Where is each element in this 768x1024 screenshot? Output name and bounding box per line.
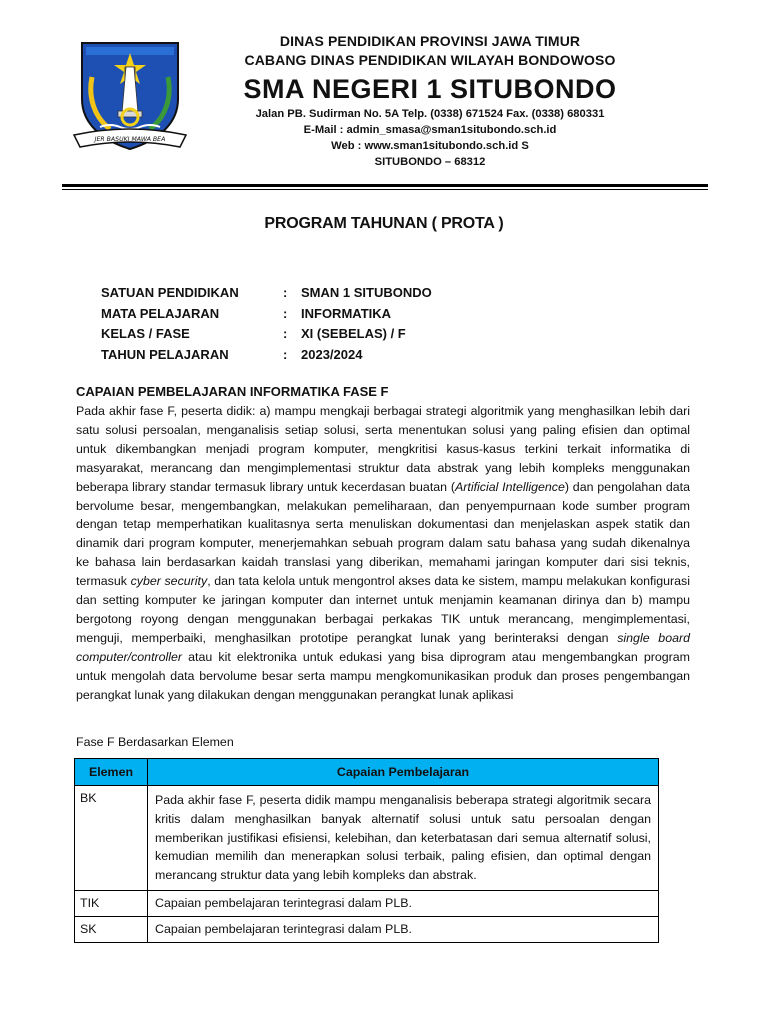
table-header-row (75, 759, 659, 786)
learning-outcome-paragraph (76, 402, 690, 705)
identity-label: KELAS / FASE (101, 326, 190, 341)
identity-label: MATA PELAJARAN (101, 305, 220, 321)
identity-label: SATUAN PENDIDIKAN (101, 285, 239, 300)
paragraph-text: atau kit elektronika untuk edukasi yang bisa diprogram atau mengembangkan program untuk mengolah data bervolume besar serta mampu mengkomunikasikan produk dan proses pengembangan perangkat lunak yang dilakukan dengan menggunakan perangkat lunak aplikasi (76, 649, 690, 702)
table-row (75, 786, 659, 891)
paragraph-italic-term: single board computer/controller (76, 630, 690, 664)
paragraph-text: , dan tata kelola untuk mengontrol akses data ke sistem, mampu melakukan konfigurasi dan setting komputer ke jaringan komputer dan internet untuk menjamin keamanan dirinya dan b) mampu bergotong royong dengan menggunakan berbagai perkakas TIK untuk merancang, mengimplementasi, menguji, memperbaiki, menghasilkan prototipe perangkat lunak yang berinteraksi dengan (76, 574, 690, 645)
identity-row (101, 283, 432, 304)
learning-outcomes-table (74, 758, 659, 943)
school-city: SITUBONDO – 68312 (374, 156, 486, 168)
identity-value: 2023/2024 (301, 346, 363, 362)
identity-colon: : (283, 346, 288, 362)
identity-label: TAHUN PELAJARAN (101, 346, 229, 362)
column-header-element: Elemen (75, 759, 148, 786)
identity-colon: : (283, 326, 288, 341)
east-java-coat-of-arms-icon (70, 37, 190, 155)
identity-block (101, 283, 432, 365)
table-row (75, 916, 659, 942)
branch-agency-name: CABANG DINAS PENDIDIKAN WILAYAH BONDOWOSO (244, 52, 616, 68)
paragraph-text: ) dan pengolahan data bervolume besar, mengembangkan, melakukan pemeliharaan, dan penyempurnaan kode sumber program dengan tetap memperhatikan kualitasnya serta menuliskan dokumentasi dan menjelaskan aspek statik dan dinamik dari program komputer, menerjemahkan sebuah program dalam satu bahasa yang sudah dikenalnya ke bahasa lain berdasarkan kaidah translasi yang diberikan, memahami jaringan komputer dari sisi teknis, termasuk (76, 479, 690, 589)
identity-value: SMAN 1 SITUBONDO (301, 285, 432, 300)
school-address: Jalan PB. Sudirman No. 5A Telp. (0338) 671524 Fax. (0338) 680331 (255, 108, 605, 120)
table-caption: Fase F Berdasarkan Elemen (76, 735, 234, 749)
logo-motto: JER BASUKI MAWA BEA (94, 136, 166, 143)
letterhead (200, 32, 660, 170)
school-email: E-Mail : admin_smasa@sman1situbondo.sch.id (303, 124, 557, 136)
document-title: PROGRAM TAHUNAN ( PROTA ) (264, 215, 504, 232)
section-heading: CAPAIAN PEMBELAJARAN INFORMATIKA FASE F (76, 384, 389, 399)
identity-row (101, 345, 432, 366)
school-website: Web : www.sman1situbondo.sch.id S (331, 140, 529, 152)
agency-name: DINAS PENDIDIKAN PROVINSI JAWA TIMUR (279, 33, 581, 49)
identity-row (101, 304, 432, 325)
school-name: SMA NEGERI 1 SITUBONDO (243, 74, 617, 104)
outcome-text: Pada akhir fase F, peserta didik mampu menganalisis beberapa strategi algoritmik secara kritis dalam menghasilkan banyak alternatif solusi untuk satu persoalan dengan memberikan justifikasi efisiensi, kelebihan, dan keterbatasan dari semua alternatif solusi, kemudian memilih dan menerapkan solusi terbaik, paling efisien, dan optimal dengan merancang struktur data yang lebih kompleks dan abstrak. (148, 786, 659, 891)
identity-value: XI (SEBELAS) / F (301, 326, 406, 341)
table-row (75, 890, 659, 916)
letterhead-divider (62, 184, 708, 187)
paragraph-italic-term: cyber security (130, 574, 208, 589)
outcome-text: Capaian pembelajaran terintegrasi dalam PLB. (148, 916, 659, 942)
paragraph-text: Pada akhir fase F, peserta didik: a) mampu mengkaji berbagai strategi algoritmik yang menghasilkan lebih dari satu solusi persoalan, menganalisis setiap solusi, serta menentukan solusi yang paling efisien dan optimal untuk dikembangkan menjadi program komputer, mengkritisi kasus-kasus terkini terkait informatika di masyarakat, merancang dan mengimplementasi struktur data abstrak yang lebih kompleks menggunakan beberapa library standar termasuk library untuk kecerdasan buatan ( (76, 404, 690, 494)
element-code: TIK (75, 890, 148, 916)
column-header-outcome: Capaian Pembelajaran (148, 759, 659, 786)
paragraph-italic-term: Artificial Intelligence (455, 479, 565, 494)
element-code: BK (75, 786, 148, 891)
identity-row (101, 324, 432, 345)
outcome-text: Capaian pembelajaran terintegrasi dalam PLB. (148, 890, 659, 916)
element-code: SK (75, 916, 148, 942)
identity-value: INFORMATIKA (301, 305, 392, 321)
identity-colon: : (283, 305, 288, 321)
identity-colon: : (283, 285, 288, 300)
letterhead-divider-thin (62, 189, 708, 190)
